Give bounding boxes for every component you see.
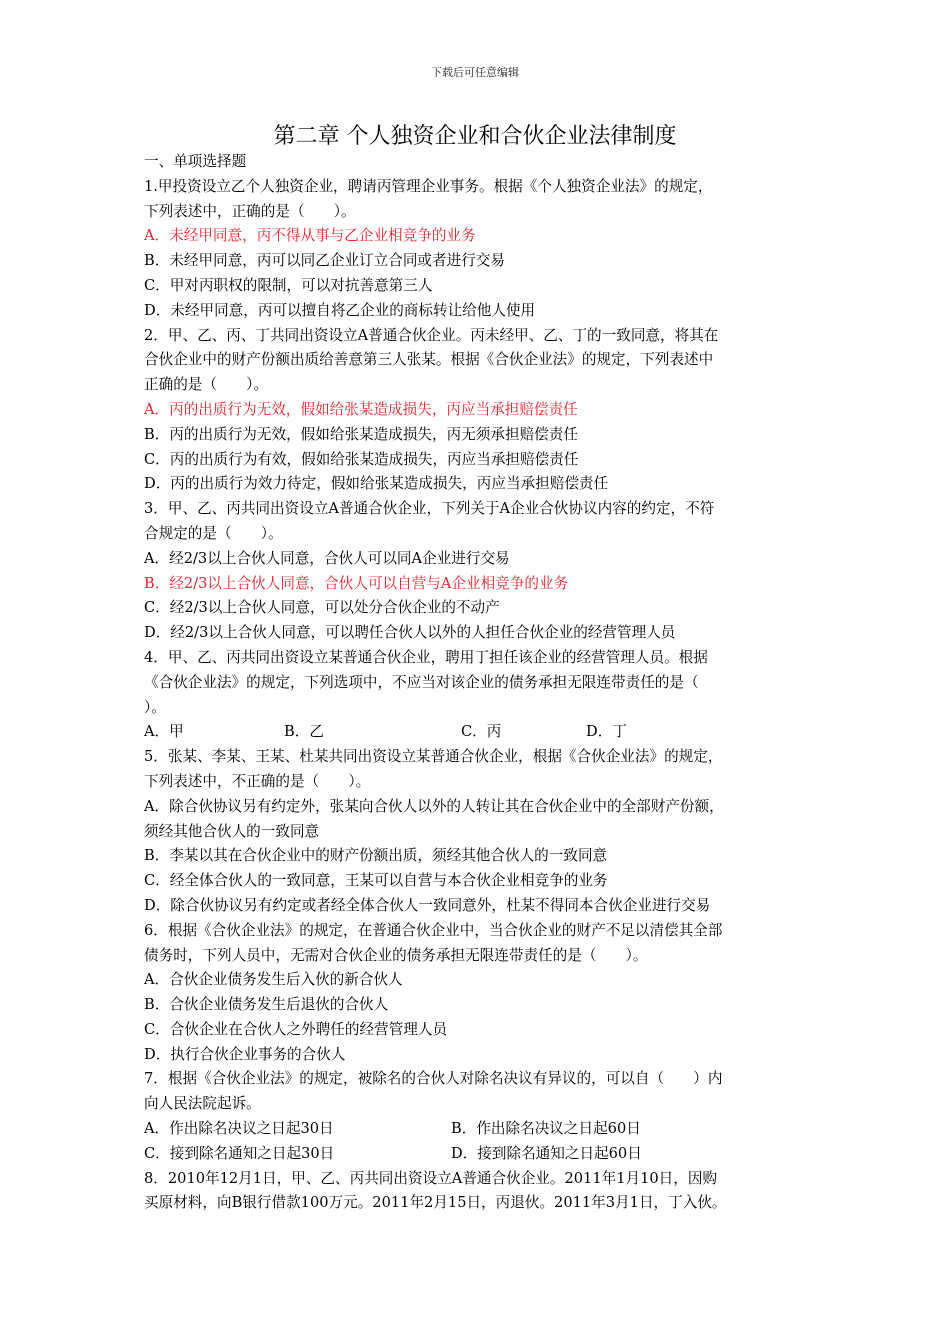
option: C．经2/3以上合伙人同意，可以处分合伙企业的不动产	[144, 599, 500, 617]
option: D．未经甲同意，丙可以擅自将乙企业的商标转让给他人使用	[144, 301, 536, 319]
question-stem: 合规定的是（ ）。	[144, 524, 283, 542]
options-row	[144, 1142, 824, 1167]
option: D．除合伙协议另有约定或者经全体合伙人一致同意外，杜某不得同本合伙企业进行交易	[144, 896, 711, 914]
option: B．丙的出质行为无效，假如给张某造成损失，丙无须承担赔偿责任	[144, 425, 578, 443]
option: B．李某以其在合伙企业中的财产份额出质，须经其他合伙人的一致同意	[144, 847, 608, 865]
correct-option: A．丙的出质行为无效，假如给张某造成损失，丙应当承担赔偿责任	[144, 400, 578, 418]
question-stem: 4．甲、乙、丙共同出资设立某普通合伙企业，聘用丁担任该企业的经营管理人员。根据	[144, 648, 708, 666]
question-5	[144, 745, 824, 919]
question-6	[144, 919, 824, 1068]
question-stem: 5．张某、李某、王某、杜某共同出资设立某普通合伙企业，根据《合伙企业法》的规定，	[144, 748, 723, 766]
section-heading: 一、单项选择题	[144, 153, 247, 170]
correct-option: B．经2/3以上合伙人同意，合伙人可以自营与A企业相竞争的业务	[144, 574, 569, 592]
option: B．作出除名决议之日起60日	[451, 1120, 641, 1138]
question-4	[144, 646, 824, 745]
option: A．作出除名决议之日起30日	[144, 1120, 334, 1138]
question-7	[144, 1067, 824, 1166]
option: B．未经甲同意，丙可以同乙企业订立合同或者进行交易	[144, 252, 505, 270]
option: C．经全体合伙人的一致同意，王某可以自营与本合伙企业相竞争的业务	[144, 872, 608, 890]
question-stem: 8．2010年12月1日，甲、乙、丙共同出资设立A普通合伙企业。2011年1月10日，因购	[144, 1169, 718, 1187]
document-body	[144, 150, 824, 1216]
option: C．接到除名通知之日起30日	[144, 1144, 335, 1162]
question-stem: 1.甲投资设立乙个人独资企业，聘请丙管理企业事务。根据《个人独资企业法》的规定，	[144, 177, 713, 195]
question-stem: 向人民法院起诉。	[144, 1095, 261, 1113]
option: D．接到除名通知之日起60日	[451, 1144, 642, 1162]
question-stem: 债务时，下列人员中，无需对合伙企业的债务承担无限连带责任的是（ ）。	[144, 946, 648, 964]
option: C．合伙企业在合伙人之外聘任的经营管理人员	[144, 1020, 448, 1038]
question-stem: 下列表述中，不正确的是（ ）。	[144, 772, 371, 790]
question-stem: 合伙企业中的财产份额出质给善意第三人张某。根据《合伙企业法》的规定，下列表述中	[144, 351, 714, 369]
option: C．甲对丙职权的限制，可以对抗善意第三人	[144, 276, 433, 294]
option: A．除合伙协议另有约定外，张某向合伙人以外的人转让其在合伙企业中的全部财产份额，	[144, 797, 724, 815]
question-stem: ）。	[144, 698, 166, 716]
question-8	[144, 1167, 824, 1217]
option: D．丙的出质行为效力待定，假如给张某造成损失，丙应当承担赔偿责任	[144, 475, 609, 493]
option: D．丁	[586, 723, 627, 741]
question-stem: 3．甲、乙、丙共同出资设立A普通合伙企业，下列关于A企业合伙协议内容的约定，不符	[144, 500, 715, 518]
option: C．丙的出质行为有效，假如给张某造成损失，丙应当承担赔偿责任	[144, 450, 579, 468]
question-1	[144, 175, 824, 324]
correct-option: A．未经甲同意，丙不得从事与乙企业相竞争的业务	[144, 227, 476, 245]
option: D．经2/3以上合伙人同意，可以聘任合伙人以外的人担任合伙企业的经营管理人员	[144, 624, 676, 642]
option: C．丙	[461, 723, 502, 741]
option: D．执行合伙企业事务的合伙人	[144, 1045, 346, 1063]
question-stem: 下列表述中，正确的是（ ）。	[144, 202, 356, 220]
options-row	[144, 1117, 824, 1142]
question-stem: 2．甲、乙、丙、丁共同出资设立A普通合伙企业。丙未经甲、乙、丁的一致同意，将其在	[144, 326, 719, 344]
option: A．甲	[144, 723, 184, 741]
question-stem: 买原材料，向B银行借款100万元。2011年2月15日，丙退伙。2011年3月1日，丁入伙。	[144, 1194, 727, 1212]
document-title: 第二章 个人独资企业和合伙企业法律制度	[273, 124, 677, 149]
question-stem: 6．根据《合伙企业法》的规定，在普通合伙企业中，当合伙企业的财产不足以清偿其全部	[144, 921, 723, 939]
option: A．合伙企业债务发生后入伙的新合伙人	[144, 971, 403, 989]
options-row	[144, 720, 824, 745]
option: B．乙	[284, 723, 324, 741]
question-stem: 7．根据《合伙企业法》的规定，被除名的合伙人对除名决议有异议的，可以自（ ）内	[144, 1070, 723, 1088]
question-2	[144, 324, 824, 498]
option-continued: 须经其他合伙人的一致同意	[144, 822, 320, 840]
option: A．经2/3以上合伙人同意，合伙人可以同A企业进行交易	[144, 549, 510, 567]
question-stem: 《合伙企业法》的规定，下列选项中，不应当对该企业的债务承担无限连带责任的是（	[144, 673, 699, 691]
header-note: 下载后可任意编辑	[431, 66, 519, 79]
option: B．合伙企业债务发生后退伙的合伙人	[144, 996, 389, 1014]
question-3	[144, 497, 824, 646]
question-stem: 正确的是（ ）。	[144, 376, 269, 394]
